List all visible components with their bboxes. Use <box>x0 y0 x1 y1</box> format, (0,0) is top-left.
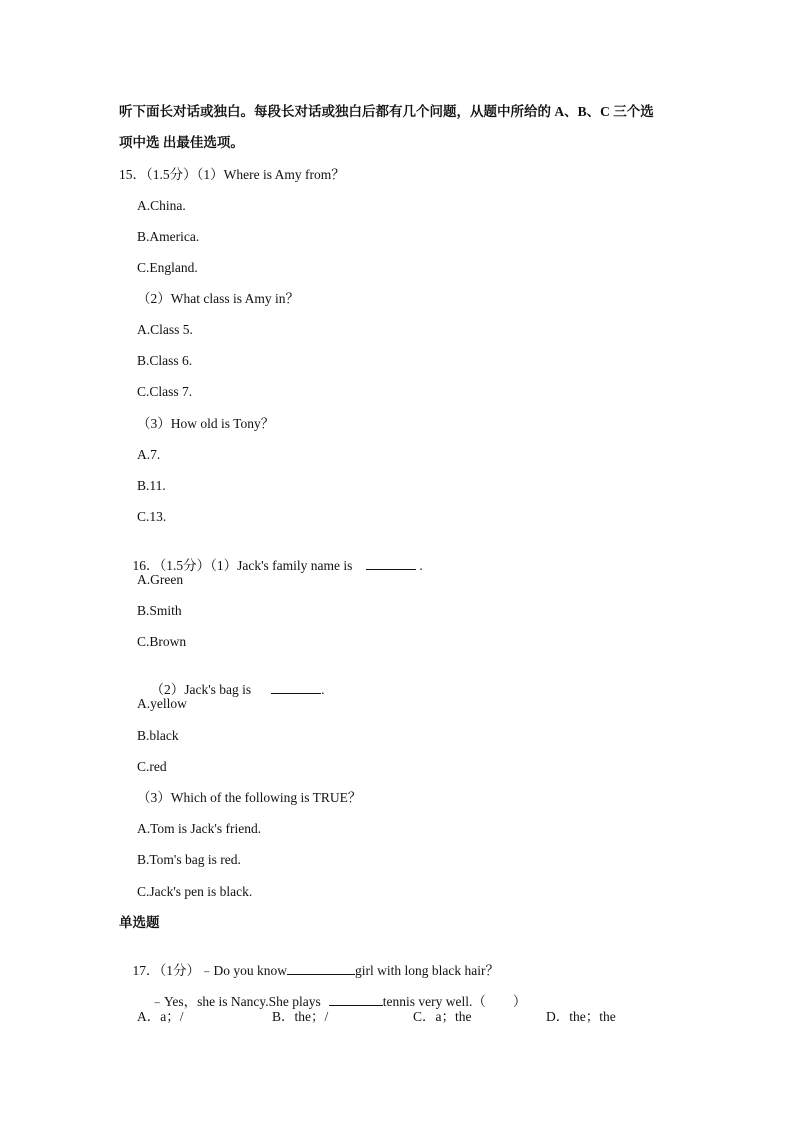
q16-3-option-b: B.Tom's bag is red. <box>137 852 241 867</box>
q15-2-option-a: A.Class 5. <box>137 322 193 337</box>
q15-1-option-a: A.China. <box>137 198 186 213</box>
q17-option-d: D．the；the <box>546 1009 616 1024</box>
q16-stem-end: . <box>419 558 423 573</box>
q16-3-option-c: C.Jack's pen is black. <box>137 884 253 899</box>
q15-1-option-b: B.America. <box>137 229 200 244</box>
q16-2-option-a: A.yellow <box>137 696 187 711</box>
q16-sub3-stem: （3）Which of the following is TRUE？ <box>137 790 362 805</box>
answer-blank <box>366 557 416 570</box>
q17-stem-pre: 17．（1分）﹣Do you know <box>132 963 287 978</box>
q16-stem-text: 16．（1.5分）（1）Jack's family name is <box>132 558 353 573</box>
q16-2-option-c: C.red <box>137 759 167 774</box>
q17-line2-post: tennis very well.（ ） <box>382 994 527 1009</box>
q17-option-c: C．a；the <box>413 1009 472 1024</box>
q17-option-b: B．the；/ <box>272 1009 329 1024</box>
q16-1-option-a: A.Green <box>137 572 184 587</box>
q17-line2-pre: ﹣Yes，she is Nancy.She plays <box>150 994 321 1009</box>
q16-2-option-b: B.black <box>137 728 179 743</box>
section-instructions-line2: 项中选 出最佳选项。 <box>119 135 244 150</box>
answer-blank <box>287 962 355 975</box>
q16-1-option-b: B.Smith <box>137 603 182 618</box>
q15-3-option-c: C.13. <box>137 509 167 524</box>
answer-blank <box>271 681 321 694</box>
q16-3-option-a: A.Tom is Jack's friend. <box>137 821 262 836</box>
q16-sub2-end: . <box>321 682 325 697</box>
q17-option-a: A．a；/ <box>137 1009 184 1024</box>
q15-1-option-c: C.England. <box>137 260 198 275</box>
q16-1-option-c: C.Brown <box>137 634 187 649</box>
q15-2-option-c: C.Class 7. <box>137 384 193 399</box>
answer-blank <box>329 993 383 1006</box>
section-heading-single-choice: 单选题 <box>119 915 160 930</box>
question-15-stem: 15．（1.5分）（1）Where is Amy from？ <box>119 167 345 182</box>
q15-2-option-b: B.Class 6. <box>137 353 193 368</box>
q15-3-option-a: A.7. <box>137 447 161 462</box>
q15-sub3-stem: （3）How old is Tony？ <box>137 416 275 431</box>
q15-sub2-stem: （2）What class is Amy in？ <box>137 291 299 306</box>
q15-3-option-b: B.11. <box>137 478 166 493</box>
q16-sub2-text: （2）Jack's bag is <box>150 682 252 697</box>
q17-stem-post: girl with long black hair？ <box>355 963 499 978</box>
section-instructions-line1: 听下面长对话或独白。每段长对话或独白后都有几个问题，从题中所给的 A、B、C 三个选 <box>119 104 654 119</box>
